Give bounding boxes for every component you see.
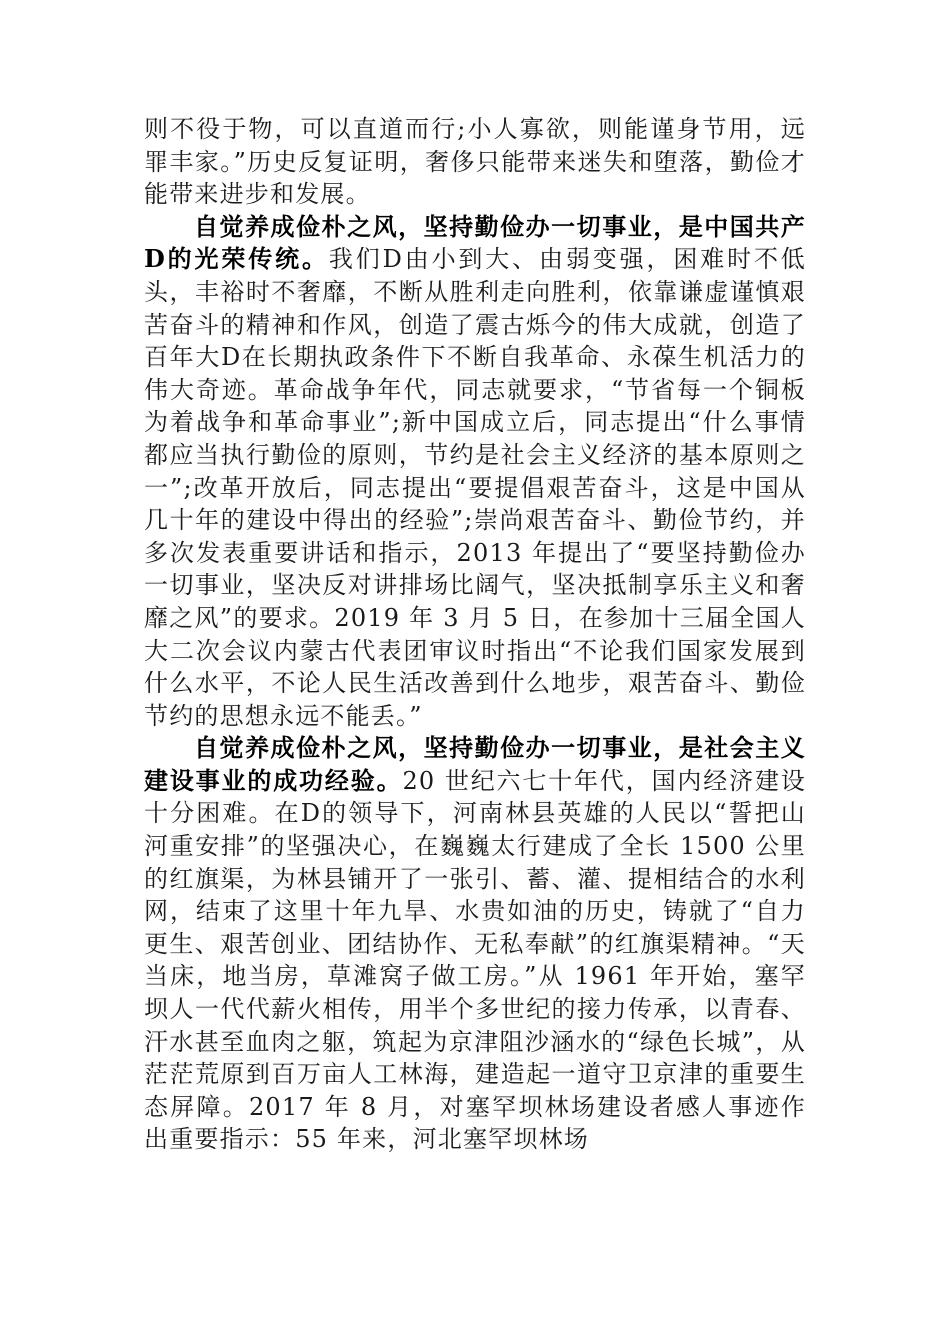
paragraph-socialist-construction bbox=[144, 732, 806, 1156]
paragraph-lead-sentence: 自觉养成俭朴之风，坚持勤俭办一切事业，是中国共产D的光荣传统。 bbox=[144, 211, 806, 274]
document-body bbox=[144, 113, 806, 1156]
paragraph-lead-sentence: 自觉养成俭朴之风，坚持勤俭办一切事业，是社会主义建设事业的成功经验。 bbox=[144, 733, 806, 795]
paragraph-continuation bbox=[144, 113, 806, 211]
paragraph-text: 则不役于物，可以直道而行;小人寡欲，则能谨身节用，远罪丰家。”历史反复证明，奢侈只能带来迷失和堕落，勤俭才能带来进步和发展。 bbox=[144, 115, 806, 209]
paragraph-text: 20 世纪六七十年代，国内经济建设十分困难。在D的领导下，河南林县英雄的人民以“誓把山河重安排”的坚强决心，在巍巍太行建成了全长 1500 公里的红旗渠，为林县铺开了一张引、蓄、灌、提相结合的水利网，结束了这里十年九旱、水贵如油的历史，铸就了“自力更生、艰苦创业、团结协作、无私奉献”的红旗渠精神。“天当床，地当房，草滩窝子做工房。”从 1961 年开始，塞罕坝人一代代薪火相传，用半个多世纪的接力传承，以青春、汗水甚至血肉之躯，筑起为京津阻沙涵水的“绿色长城”，从茫茫荒原到百万亩人工林海，建造起一道守卫京津的重要生态屏障。2017 年 8 月，对塞罕坝林场建设者感人事迹作出重要指示：55 年来，河北塞罕坝林场 bbox=[144, 766, 807, 1154]
paragraph-party-tradition bbox=[144, 211, 806, 733]
paragraph-text: 我们D由小到大、由弱变强，困难时不低头，丰裕时不奢靡，不断从胜利走向胜利，依靠谦虚谨慎艰苦奋斗的精神和作风，创造了震古烁今的伟大成就，创造了百年大D在长期执政条件下不断自我革命、永葆生机活力的伟大奇迹。革命战争年代，同志就要求，“节省每一个铜板为着战争和革命事业”;新中国成立后，同志提出“什么事情都应当执行勤俭的原则，节约是社会主义经济的基本原则之一”;改革开放后，同志提出“要提倡艰苦奋斗，这是中国从几十年的建设中得出的经验”;崇尚艰苦奋斗、勤俭节约，并多次发表重要讲话和指示，2013 年提出了“要坚持勤俭办一切事业，坚决反对讲排场比阔气，坚决抵制享乐主义和奢靡之风”的要求。2019 年 3 月 5 日，在参加十三届全国人大二次会议内蒙古代表团审议时指出“不论我们国家发展到什么水平，不论人民生活改善到什么地步，艰苦奋斗、勤俭节约的思想永远不能丢。” bbox=[144, 245, 807, 730]
